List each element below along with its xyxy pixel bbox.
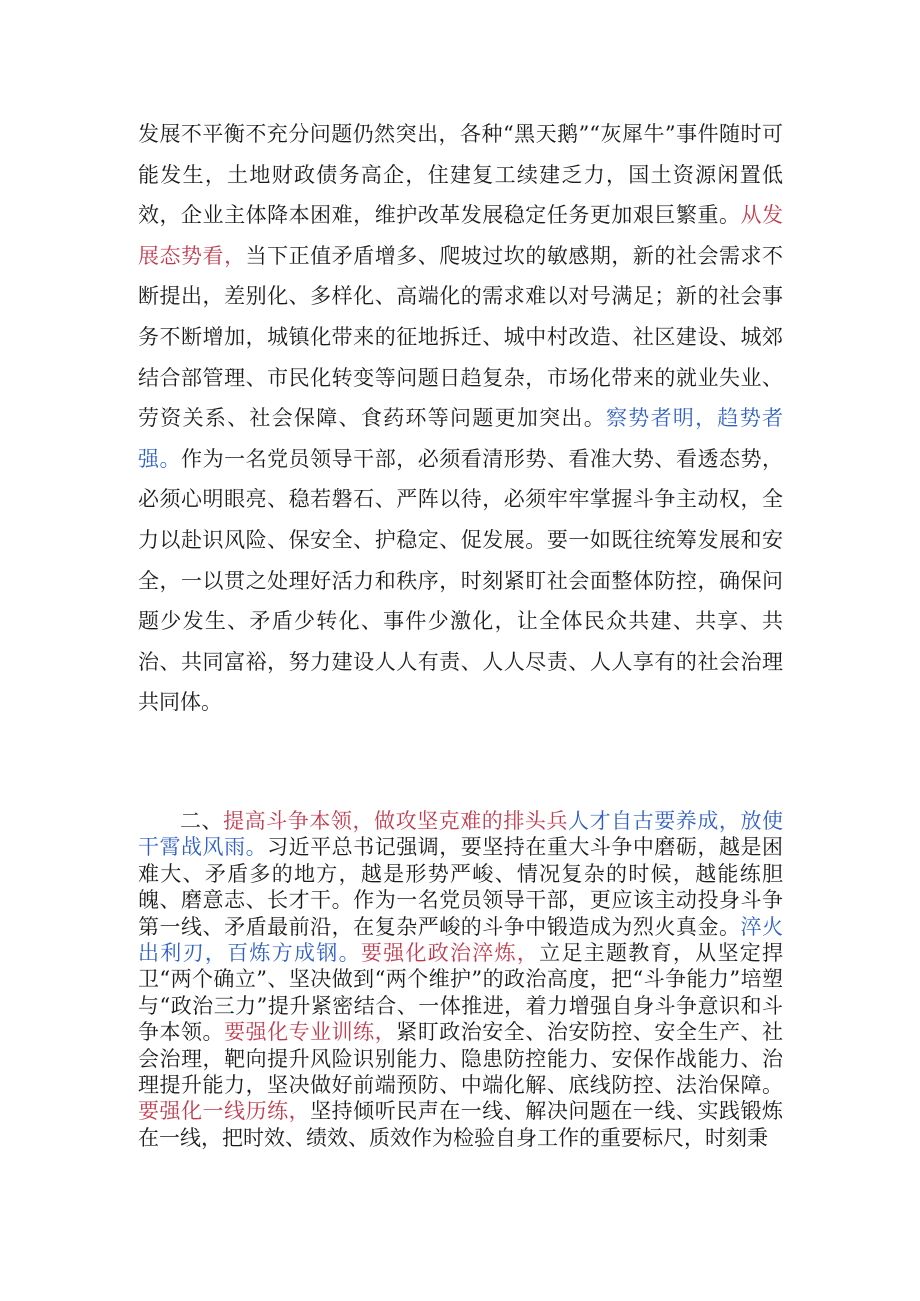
section-quote-blue: 人才自古要养成，放使干霄战风雨。 <box>138 809 784 860</box>
paragraph-1-text-3: 作为一名党员领导干部，必须看清形势、看准大势、看透态势，必须心明眼亮、稳若磐石、严阵以待，必须牢牢掌握斗争主动权，全力以赴识风险、保安全、护稳定、促发展。要一如既往统筹发展和安全，一以贯之处理好活力和秩序，时刻紧盯社会面整体防控，确保问题少发生、矛盾少转化、事件少激化，让全体民众共建、共享、共治、共同富裕，努力建设人人有责、人人尽责、人人享有的社会治理共同体。 <box>138 446 784 715</box>
paragraph-2-text-3: 紧盯政治安全、治安防控、安全生产、社会治理，靶向提升风险识别能力、隐患防控能力、安保作战能力、治理提升能力，坚决做好前端预防、中端化解、底线防控、法治保障。 <box>138 1020 784 1098</box>
paragraph-2-quote-blue: 淬火出利刃，百炼方成钢。 <box>138 914 784 966</box>
paragraph-1-text-2: 当下正值矛盾增多、爬坡过坎的敏感期，新的社会需求不断提出，差别化、多样化、高端化的需求难以对号满足；新的社会事务不断增加，城镇化带来的征地拆迁、城中村改造、社区建设、城郊结合部管理、市民化转变等问题日趋复杂，市场化带来的就业失业、劳资关系、社会保障、食药环等问题更加突出。 <box>138 243 784 431</box>
paragraph-1-heading-red: 从发展态势看， <box>138 203 784 268</box>
paragraph-1-quote-blue: 察势者明，趋势者强。 <box>138 406 783 471</box>
paragraph-2-point-3-red: 要强化一线历练， <box>138 1099 311 1124</box>
paragraph-2-point-2-red: 要强化专业训练， <box>224 1020 397 1045</box>
paragraph-2-point-1-red: 要强化政治淬炼， <box>360 941 540 966</box>
paragraph-2-text-4: 坚持倾听民声在一线、解决问题在一线、实践锻炼在一线，把时效、绩效、质效作为检验自身工作的重要标尺，时刻秉 <box>138 1099 784 1150</box>
body-paragraph-2 <box>138 808 783 1151</box>
body-paragraph-1 <box>138 114 783 723</box>
section-number: 二、 <box>180 809 224 833</box>
paragraph-2-text-1: 习近平总书记强调，要坚持在重大斗争中磨砺，越是困难大、矛盾多的地方，越是形势严峻、情况复杂的时候，越能练胆魄、磨意志、长才干。作为一名党员领导干部，更应该主动投身斗争第一线、矛盾最前沿，在复杂严峻的斗争中锻造成为烈火真金。 <box>138 835 784 939</box>
section-heading-red: 提高斗争本领，做攻坚克难的排头兵 <box>223 809 569 833</box>
paragraph-2-text-2: 立足主题教育，从坚定捍卫“两个确立”、坚决做到“两个维护”的政治高度，把“斗争能力”培塑与“政治三力”提升紧密结合、一体推进，着力增强自身斗争意识和斗争本领。 <box>138 941 784 1045</box>
paragraph-1-text-1: 发展不平衡不充分问题仍然突出，各种“黑天鹅”“灰犀牛”事件随时可能发生，土地财政债务高企，住建复工续建乏力，国土资源闲置低效，企业主体降本困难，维护改革发展稳定任务更加艰巨繁重。 <box>138 122 783 228</box>
